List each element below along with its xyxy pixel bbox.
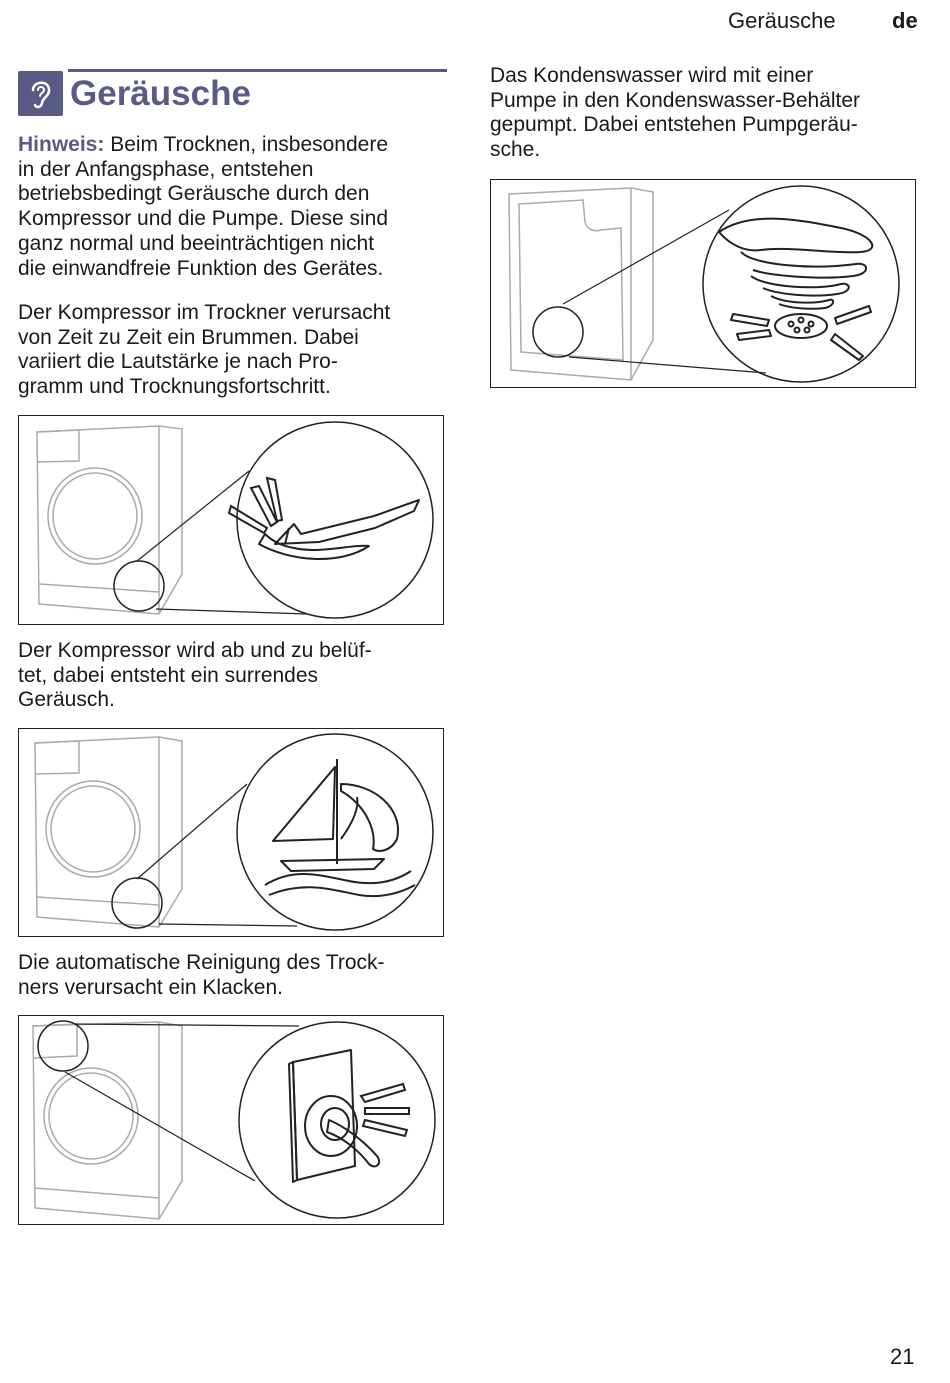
paragraph-line: variiert die Lautstärke je nach Pro- [18,350,338,374]
figure-1-drawing [19,416,442,623]
header-section-title: Geräusche [728,8,836,33]
paragraph-line: von Zeit zu Zeit ein Brummen. Dabei [18,325,359,349]
figure-3-drawing [19,1016,442,1223]
paragraph-line: Der Kompressor wird ab und zu belüf- [18,639,372,662]
hint-line: die einwandfreie Funktion des Gerätes. [18,256,384,280]
paragraph-line: gramm und Trocknungsfortschritt. [18,375,331,399]
paragraph-brummen [18,301,390,400]
hint-line: ganz normal und beeinträchtigen nicht [18,231,375,255]
hint-line: Kompressor und die Pumpe. Diese sind [18,207,389,231]
ear-icon [18,71,63,116]
paragraph-line: sche. [490,138,541,162]
hint-label: Hinweis: [18,133,105,156]
hint-paragraph [18,133,388,281]
figure-2-drawing [19,729,442,935]
cleaning-click-illustration [18,1015,444,1225]
pump-illustration [490,179,916,388]
paragraph-line: Pumpe in den Kondenswasser-Behälter [490,88,861,112]
paragraph-line: tet, dabei entsteht ein surrendes [18,663,319,687]
paragraph-line: Geräusch. [18,688,115,712]
page-number: 21 [890,1344,915,1369]
paragraph-surren [18,639,372,713]
title-rule [68,69,447,72]
paragraph-line: Der Kompressor im Trockner verursacht [18,301,391,324]
figure-4-drawing [491,180,914,386]
hint-line: betriebsbedingt Geräusche durch den [18,182,370,206]
paragraph-pumpe [490,64,860,163]
hint-line: Beim Trocknen, insbesondere [104,133,389,156]
paragraph-klacken [18,951,385,1000]
paragraph-line: Die automatische Reinigung des Trock- [18,951,385,974]
compressor-vent-illustration [18,728,444,937]
paragraph-line: gepumpt. Dabei entstehen Pumpgeräu- [490,113,858,137]
compressor-hum-illustration [18,415,444,625]
paragraph-line: ners verursacht ein Klacken. [18,975,283,999]
hint-line: in der Anfangsphase, entstehen [18,157,314,181]
header-language: de [892,8,918,33]
paragraph-line: Das Kondenswasser wird mit einer [490,64,814,87]
page-title: Geräusche [70,74,251,113]
